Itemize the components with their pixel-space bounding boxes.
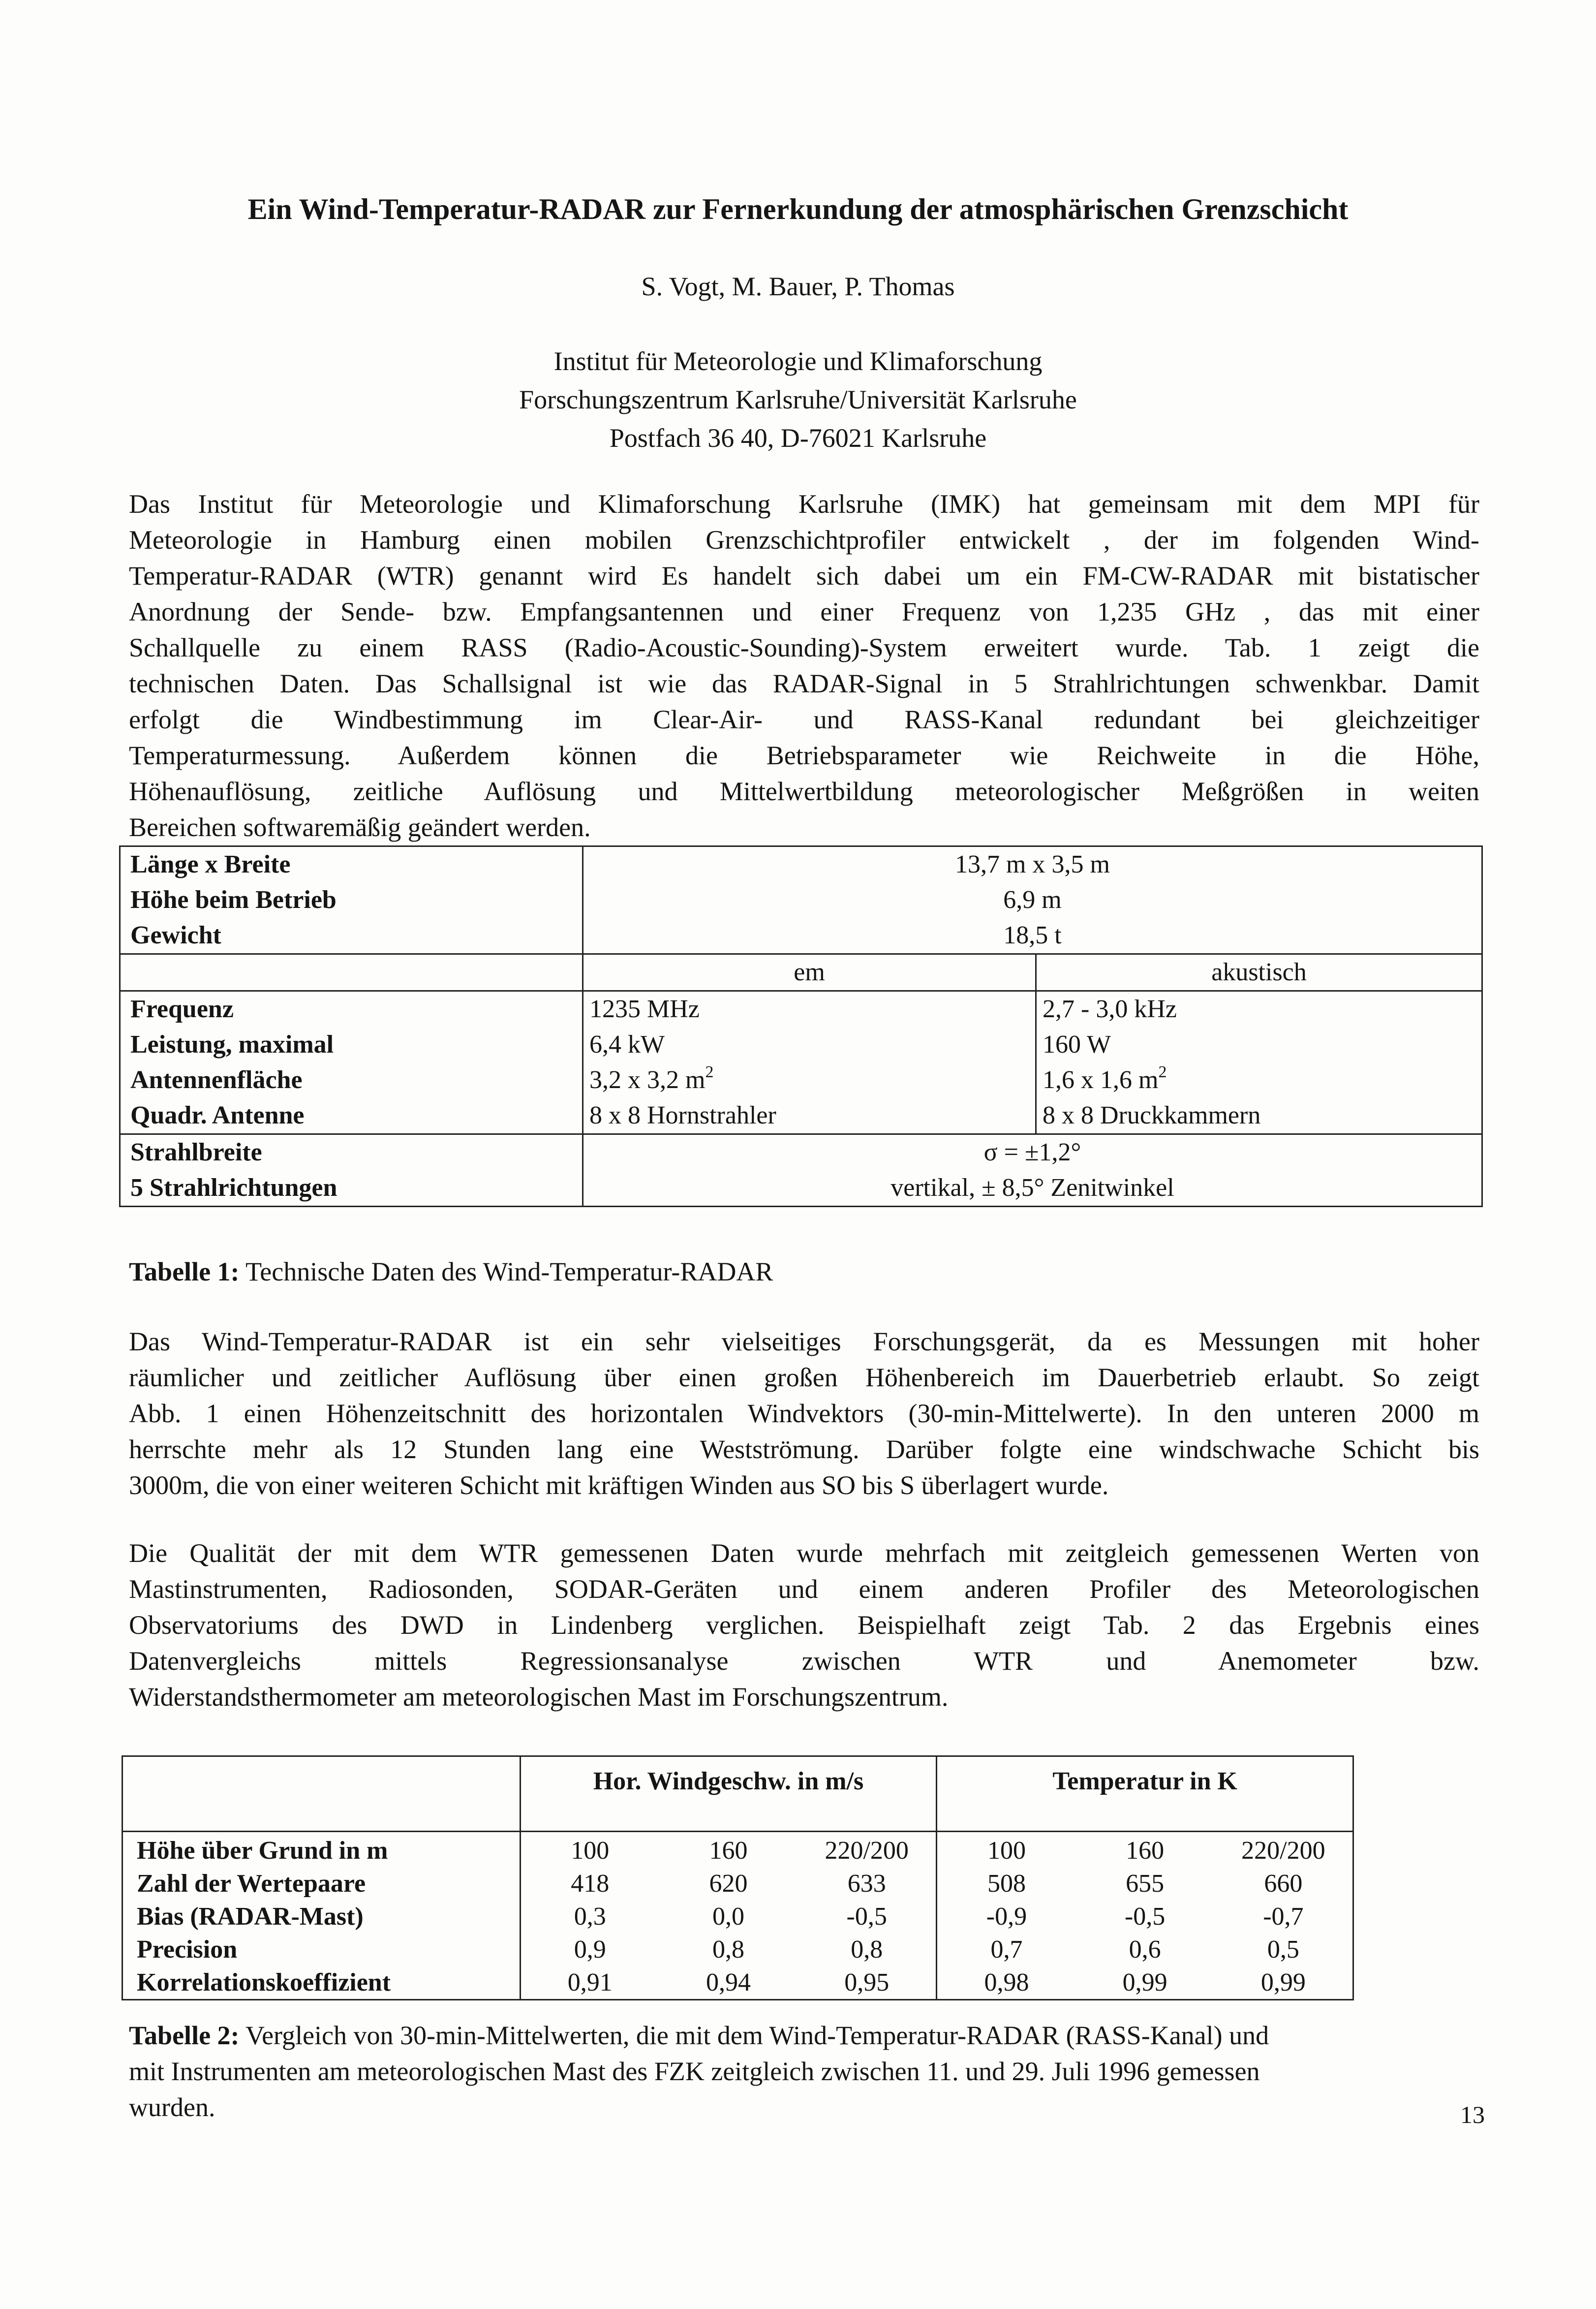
text-line: Das Institut für Meteorologie und Klimaforschung Karlsruhe (IMK) hat gemeinsam mit dem MPI für: [129, 489, 1479, 519]
cell-value: 0,95: [844, 1968, 890, 1997]
text-line: Temperaturmessung. Außerdem können die Betriebsparameter wie Reichweite in die Höhe,: [129, 741, 1479, 770]
caption-text: Technische Daten des Wind-Temperatur-RADAR: [239, 1257, 773, 1286]
cell-value: vertikal, ± 8,5° Zenitwinkel: [890, 1174, 1174, 1202]
table-cell-labels: [123, 1832, 521, 2000]
cell-value: -0,7: [1263, 1903, 1304, 1931]
cell-value: 0,0: [712, 1903, 744, 1931]
value-column: [798, 1834, 936, 1999]
text-line: erfolgt die Windbestimmung im Clear-Air- und RASS-Kanal redundant bei gleichzeitiger: [129, 705, 1479, 734]
text-line: Höhenauflösung, zeitliche Auflösung und Mittelwertbildung meteorologischer Meßgrößen in weiten: [129, 777, 1479, 806]
affiliation-line: Postfach 36 40, D-76021 Karlsruhe: [609, 423, 987, 453]
cell-value: 0,98: [984, 1968, 1029, 1997]
cell-value: 0,8: [851, 1935, 883, 1964]
cell-value: 660: [1264, 1870, 1303, 1898]
caption-text: Vergleich von 30-min-Mittelwerten, die mit dem Wind-Temperatur-RADAR (RASS-Kanal) und: [239, 2021, 1269, 2050]
cell-value: 1235 MHz: [589, 995, 700, 1023]
column-header-em: em: [583, 954, 1036, 991]
paragraph-intro: [129, 486, 1479, 845]
value-column: [521, 1834, 659, 1999]
row-label: Gewicht: [130, 921, 221, 949]
text-line: Temperatur-RADAR (WTR) genannt wird Es handelt sich dabei um ein FM-CW-RADAR mit bistatischer: [129, 561, 1479, 591]
technical-data-table: [119, 845, 1483, 1207]
cell-value: 8 x 8 Hornstrahler: [589, 1101, 776, 1129]
cell-value: -0,5: [846, 1903, 887, 1931]
cell-value: 13,7 m x 3,5 m: [955, 850, 1110, 878]
cell-value: 220/200: [825, 1837, 909, 1865]
table-cell-labels: [120, 991, 583, 1134]
text-line: herrschte mehr als 12 Stunden lang eine Westströmung. Darüber folgte eine windschwache Schicht bis: [129, 1435, 1479, 1464]
table-row: [120, 991, 1482, 1134]
caption-line: wurden.: [129, 2092, 215, 2122]
affiliation: [0, 342, 1596, 457]
caption-line: [129, 2018, 1479, 2054]
table-cell-values: [583, 846, 1482, 954]
cell-value: 2,7 - 3,0 kHz: [1043, 995, 1177, 1023]
cell-value: 633: [847, 1870, 886, 1898]
table-cell-em-values: [583, 991, 1036, 1134]
row-label: Korrelationskoeffizient: [137, 1968, 391, 1997]
text-line: 3000m, die von einer weiteren Schicht mit kräftigen Winden aus SO bis S überlagert wurde.: [129, 1470, 1109, 1500]
cell-value: 0,6: [1129, 1935, 1161, 1964]
value-column: [937, 1834, 1075, 1999]
row-label: Höhe über Grund in m: [137, 1837, 388, 1865]
cell-value: 100: [987, 1837, 1026, 1865]
temperature-values: [937, 1832, 1353, 2000]
row-label: Zahl der Wertepaare: [137, 1870, 366, 1898]
text-line: Widerstandsthermometer am meteorologischen Mast im Forschungszentrum.: [129, 1682, 949, 1712]
cell-value: σ = ±1,2°: [983, 1138, 1081, 1166]
cell-value: 0,99: [1122, 1968, 1167, 1997]
cell-value: 0,7: [990, 1935, 1023, 1964]
row-label: Precision: [137, 1935, 238, 1964]
table-2-caption: [129, 2018, 1479, 2125]
paragraph-description: [129, 1324, 1479, 1503]
table-1-caption: [129, 1254, 1479, 1290]
cell-value: 0,94: [706, 1968, 751, 1997]
row-label: Quadr. Antenne: [130, 1101, 305, 1129]
paper-title: Ein Wind-Temperatur-RADAR zur Fernerkundung der atmosphärischen Grenzschicht: [247, 193, 1349, 225]
table-cell-values: [583, 1134, 1482, 1207]
caption-label: Tabelle 2:: [129, 2021, 240, 2050]
column-header-temperature: Temperatur in K: [937, 1756, 1353, 1832]
row-label: Höhe beim Betrieb: [130, 886, 337, 914]
table-header-row: [123, 1756, 1353, 1832]
cell-value: 6,4 kW: [589, 1030, 665, 1059]
table-cell-empty: [123, 1756, 521, 1832]
value-column: [659, 1834, 798, 1999]
value-column: [1214, 1834, 1352, 1999]
cell-value: 508: [987, 1870, 1026, 1898]
text-line: Anordnung der Sende- bzw. Empfangsantennen und einer Frequenz von 1,235 GHz , das mit einer: [129, 597, 1479, 626]
table-cell-empty: [120, 954, 583, 991]
caption-line: mit Instrumenten am meteorologischen Mast des FZK zeitgleich zwischen 11. und 29. Juli 1996 gemessen: [129, 2057, 1260, 2086]
text-line: Die Qualität der mit dem WTR gemessenen Daten wurde mehrfach mit zeitgleich gemessenen Werten von: [129, 1538, 1479, 1568]
table-row: [123, 1832, 1353, 2000]
text-line: Das Wind-Temperatur-RADAR ist ein sehr vielseitiges Forschungsgerät, da es Messungen mit hoher: [129, 1327, 1479, 1356]
cell-value: 1,6 x 1,6 $m^2$: [1043, 1063, 1167, 1094]
table-cell-labels: [120, 846, 583, 954]
value-column: [1076, 1834, 1214, 1999]
text-line: Observatoriums des DWD in Lindenberg verglichen. Beispielhaft zeigt Tab. 2 das Ergebnis eines: [129, 1610, 1479, 1640]
paragraph-quality: [129, 1535, 1479, 1715]
cell-value: 418: [571, 1870, 610, 1898]
cell-value: 160: [709, 1837, 748, 1865]
row-label: Frequenz: [130, 995, 234, 1023]
table-cell-labels: [120, 1134, 583, 1207]
text-line: Schallquelle zu einem RASS (Radio-Acoustic-Sounding)-System erweitert wurde. Tab. 1 zeigt die: [129, 633, 1479, 662]
cell-value: 0,99: [1260, 1968, 1306, 1997]
row-label: 5 Strahlrichtungen: [130, 1174, 338, 1202]
table-cell-akustisch-values: [1036, 991, 1482, 1134]
text-line: Abb. 1 einen Höhenzeitschnitt des horizontalen Windvektors (30-min-Mittelwerte). In den unteren 2000 m: [129, 1399, 1479, 1428]
text-line: Datenvergleichs mittels Regressionsanalyse zwischen WTR und Anemometer bzw.: [129, 1646, 1479, 1676]
cell-value: 3,2 x 3,2 $m^2$: [589, 1063, 714, 1094]
cell-value: -0,5: [1124, 1903, 1166, 1931]
cell-value: 6,9 m: [1003, 886, 1062, 914]
cell-value: -0,9: [986, 1903, 1027, 1931]
cell-value: 0,8: [712, 1935, 744, 1964]
cell-value: 220/200: [1241, 1837, 1325, 1865]
cell-value: 655: [1126, 1870, 1165, 1898]
cell-value: 100: [571, 1837, 610, 1865]
text-line: Meteorologie in Hamburg einen mobilen Grenzschichtprofiler entwickelt , der im folgenden Wind-: [129, 525, 1479, 555]
row-label: Bias (RADAR-Mast): [137, 1903, 364, 1931]
cell-value: 620: [709, 1870, 748, 1898]
row-label: Länge x Breite: [130, 850, 291, 878]
text-line: räumlicher und zeitlicher Auflösung über einen großen Höhenbereich im Dauerbetrieb erlaubt. So zeigt: [129, 1363, 1479, 1392]
table-row: [120, 1134, 1482, 1207]
wind-values: [520, 1832, 937, 2000]
cell-value: 18,5 t: [1003, 921, 1062, 949]
cell-value: 8 x 8 Druckkammern: [1043, 1101, 1261, 1129]
column-header-wind: Hor. Windgeschw. in m/s: [520, 1756, 937, 1832]
cell-value: 160: [1126, 1837, 1165, 1865]
affiliation-line: Forschungszentrum Karlsruhe/Universität Karlsruhe: [519, 385, 1077, 414]
table-row: [120, 954, 1482, 991]
text-line: Mastinstrumenten, Radiosonden, SODAR-Geräten und einem anderen Profiler des Meteorologischen: [129, 1574, 1479, 1604]
caption-label: Tabelle 1:: [129, 1257, 240, 1286]
cell-value: 0,91: [567, 1968, 613, 1997]
text-line: Bereichen softwaremäßig geändert werden.: [129, 812, 591, 842]
column-header-akustisch: akustisch: [1036, 954, 1482, 991]
text-line: technischen Daten. Das Schallsignal ist wie das RADAR-Signal in 5 Strahlrichtungen schwenkbar. Damit: [129, 669, 1479, 698]
cell-value: 0,3: [574, 1903, 606, 1931]
cell-value: 0,5: [1267, 1935, 1299, 1964]
cell-value: 160 W: [1043, 1030, 1111, 1059]
page-number: 13: [1460, 2101, 1485, 2128]
affiliation-line: Institut für Meteorologie und Klimaforschung: [553, 346, 1043, 376]
row-label: Strahlbreite: [130, 1138, 262, 1166]
cell-value: 0,9: [574, 1935, 606, 1964]
row-label: Leistung, maximal: [130, 1030, 334, 1059]
comparison-table: [122, 1755, 1354, 2000]
table-row: [120, 846, 1482, 954]
row-label: Antennenfläche: [130, 1066, 303, 1094]
authors: S. Vogt, M. Bauer, P. Thomas: [641, 272, 955, 301]
